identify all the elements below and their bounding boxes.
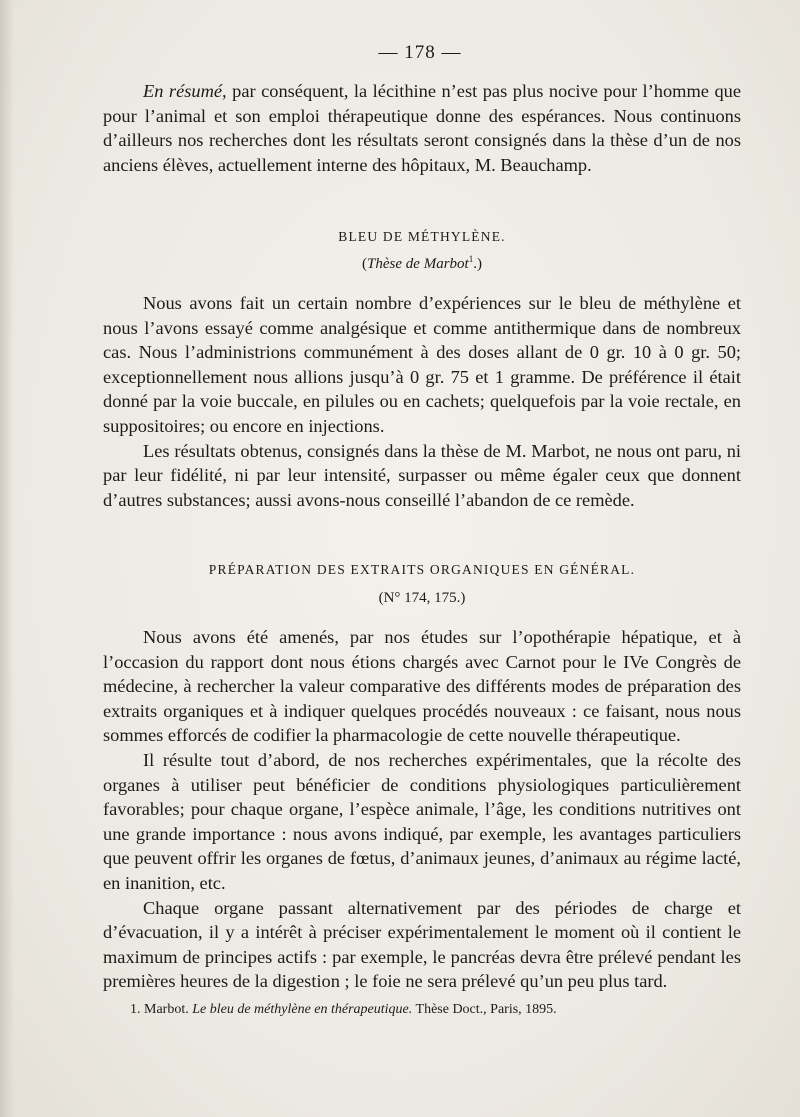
preparation-paragraph-2: Il résulte tout d’abord, de nos recherches expérimentales, que la récolte des organes à utiliser peut bénéficier de conditions physiologiques particulièrement favorables; pour chaque organe, l’espèce animale, l’âge, les conditions nutritives ont une grande importance : nous avons indiqué, par exemple, les avantages particuliers que peuvent offrir les organes de fœtus, d’animaux jeunes, d’animaux au régime lacté, en inanition, etc. <box>103 749 741 893</box>
section-preparation-body <box>103 625 741 994</box>
preparation-paragraph-3: Chaque organe passant alternativement par des périodes de charge et d’évacuation, il y a intérêt à préciser expérimentalement le moment où il contient le maximum de principes actifs : par exemple, le pancréas devra être prélevé pendant les premières heures de la digestion ; le foie ne sera prélevé qu’un peu plus tard. <box>103 897 741 992</box>
opening-italic-lead: En résumé, <box>143 81 227 101</box>
footnote-author: Marbot. <box>140 1002 193 1017</box>
subheading-prefix: ( <box>362 256 368 272</box>
footnote-rest: Thèse Doct., Paris, 1895. <box>412 1002 557 1017</box>
page-edge-shadow <box>0 0 14 1117</box>
footnote-ref: 1 <box>468 254 474 264</box>
opening-paragraph <box>103 79 741 177</box>
section-bleu-body <box>103 291 741 512</box>
footnote-title: Le bleu de méthylène en thérapeutique. <box>192 1002 413 1017</box>
section-subheading-bleu <box>103 254 741 273</box>
section-heading-preparation: PRÉPARATION DES EXTRAITS ORGANIQUES EN GÉNÉRAL. <box>208 562 636 577</box>
footnote <box>130 1002 557 1018</box>
bleu-paragraph-1: Nous avons fait un certain nombre d’expériences sur le bleu de méthylène et nous l’avons essayé comme analgésique et comme antithermique dans de nombreux cas. Nous l’administrions communément à des doses allant de 0 gr. 10 à 0 gr. 50; exceptionnellement nous allions jusqu’à 0 gr. 75 et 1 gramme. De préférence il était donné par la voie buccale, en pilules ou en cachets; quelquefois par la voie rectale, en suppositoires; ou encore en injections. <box>103 293 741 436</box>
bleu-paragraph-2: Les résultats obtenus, consignés dans la thèse de M. Marbot, ne nous ont paru, ni par leur fidélité, ni par leur intensité, surpasser ou même égaler ceux que donnent d’autres substances; aussi avons-nous conseillé l’abandon de ce remède. <box>103 440 741 510</box>
page-number: — 178 — <box>378 42 462 63</box>
preparation-paragraph-1: Nous avons été amenés, par nos études sur l’opothérapie hépatique, et à l’occasion du rapport dont nous étions chargés avec Carnot pour le IVe Congrès de médecine, à rechercher la valeur comparative des différents modes de préparation des extraits organiques et à indiquer quelques procédés nouveaux : ce faisant, nous nous sommes efforcés de codifier la pharmacologie de cette nouvelle thérapeutique. <box>103 627 741 746</box>
footnote-number: 1. <box>130 1002 141 1017</box>
opening-paragraph-block <box>103 79 741 177</box>
subheading-italic: Thèse de Marbot <box>367 256 469 272</box>
subheading-suffix: .) <box>473 256 482 272</box>
section-subheading-preparation: (N° 174, 175.) <box>378 590 466 606</box>
section-heading-bleu: BLEU DE MÉTHYLÈNE. <box>338 229 506 244</box>
opening-paragraph-text: par conséquent, la lécithine n’est pas plus nocive pour l’homme que pour l’animal et son emploi thérapeutique donne des espérances. Nous continuons d’ailleurs nos recherches dont les résultats seront consignés dans la thèse d’un de nos anciens élèves, actuellement interne des hôpitaux, M. Beauchamp. <box>103 81 741 175</box>
